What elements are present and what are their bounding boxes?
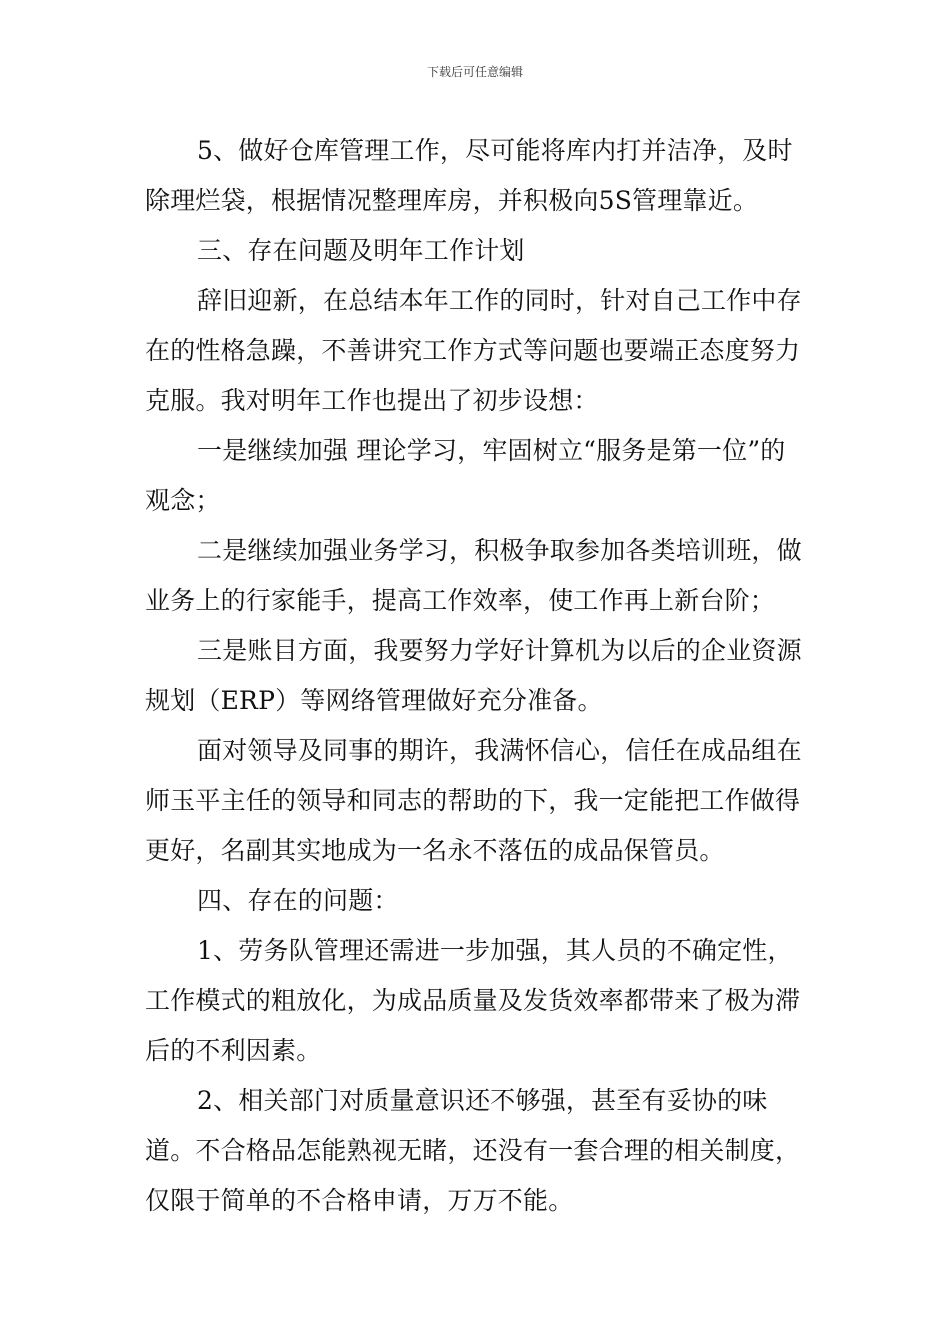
paragraph-problem-1: 1、劳务队管理还需进一步加强，其人员的不确定性，工作模式的粗放化，为成品质量及发货效率都带来了极为滞后的不利因素。 xyxy=(145,936,801,1065)
paragraph-confidence: 面对领导及同事的期许，我满怀信心，信任在成品组在师玉平主任的领导和同志的帮助的下，我一定能把工作做得更好，名副其实地成为一名永不落伍的成品保管员。 xyxy=(145,736,802,865)
paragraph-problem-2: 2、相关部门对质量意识还不够强，甚至有妥协的味道。不合格品怎能熟视无睹，还没有一套合理的相关制度，仅限于简单的不合格申请，万万不能。 xyxy=(145,1086,801,1215)
paragraph-plan-1: 一是继续加强 理论学习，牢固树立“服务是第一位”的观念； xyxy=(145,436,786,515)
paragraph-summary: 辞旧迎新，在总结本年工作的同时，针对自己工作中存在的性格急躁，不善讲究工作方式等问题也要端正态度努力克服。我对明年工作也提出了初步设想： xyxy=(145,286,802,415)
paragraph-plan-3: 三是账目方面，我要努力学好计算机为以后的企业资源规划（ERP）等网络管理做好充分准备。 xyxy=(145,636,802,715)
page-header: 下载后可任意编辑 xyxy=(426,65,523,79)
section-heading-existing-problems: 四、存在的问题： xyxy=(197,886,399,915)
section-heading-problems-and-plan: 三、存在问题及明年工作计划 xyxy=(197,236,525,265)
paragraph-warehouse-management: 5、做好仓库管理工作，尽可能将库内打并洁净，及时除理烂袋，根据情况整理库房，并积极向5S管理靠近。 xyxy=(145,136,793,215)
document-body xyxy=(145,126,810,1226)
paragraph-plan-2: 二是继续加强业务学习，积极争取参加各类培训班，做业务上的行家能手，提高工作效率，使工作再上新台阶； xyxy=(145,536,802,615)
